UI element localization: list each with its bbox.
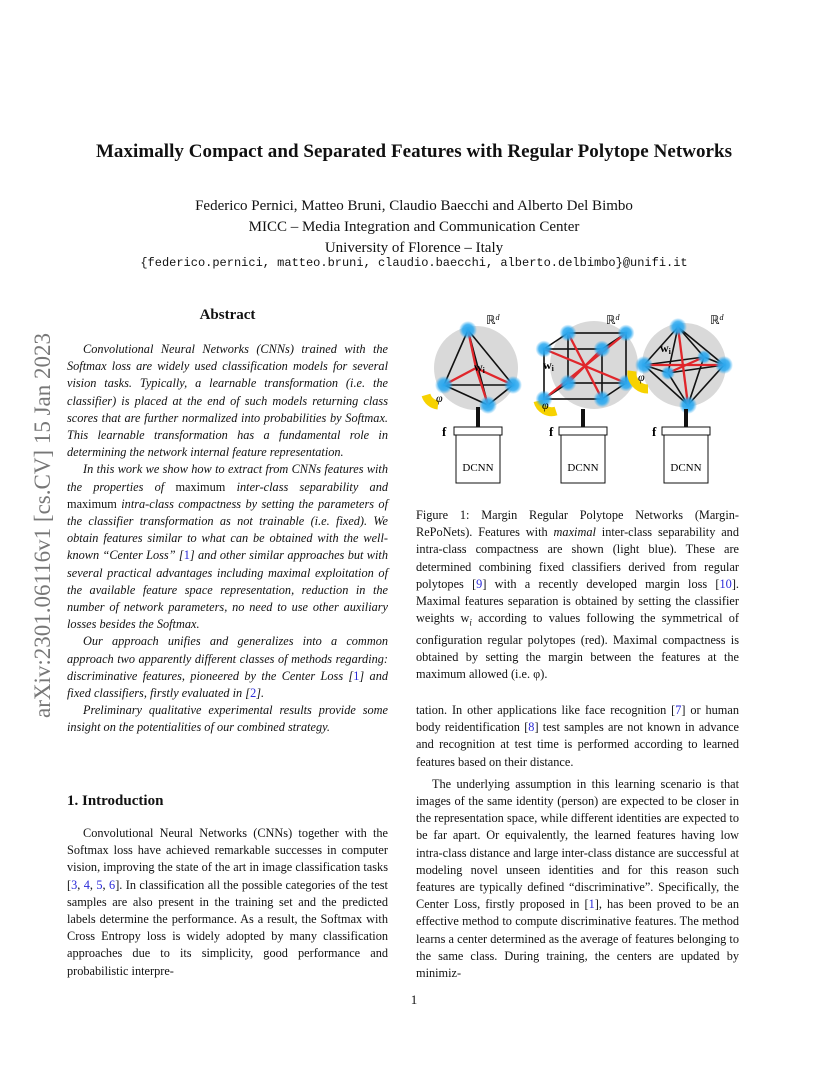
- citation-link[interactable]: 1: [588, 897, 595, 912]
- weight-label: wi: [474, 360, 485, 375]
- citation-link[interactable]: 10: [719, 576, 732, 591]
- space-label: ℝ$^d$: [486, 313, 500, 327]
- right-column-body: [416, 702, 739, 982]
- citation-link[interactable]: 9: [476, 576, 483, 591]
- authors: Federico Pernici, Matteo Bruni, Claudio Baecchi and Alberto Del Bimbo: [195, 198, 633, 214]
- abstract-body: [67, 341, 388, 737]
- weight-label: wi: [660, 341, 671, 356]
- figure-1: [416, 305, 756, 495]
- abstract-paragraph: Our approach unifies and generalizes into a common approach two apparently different classes of methods regarding: discriminative features, pioneered by the Center Loss [1] and fixed classifiers, firstly evaluated in [2].: [67, 634, 388, 701]
- paper-title: Maximally Compact and Separated Features with Regular Polytope Networks: [95, 141, 733, 162]
- feature-label: f: [549, 424, 554, 439]
- citation-link[interactable]: 1: [353, 668, 360, 683]
- abstract-paragraph: Preliminary qualitative experimental results provide some insight on the potentialities of our combined strategy.: [67, 703, 388, 735]
- simplex-polytope-panel: [426, 313, 522, 483]
- feature-label: f: [442, 424, 447, 439]
- citation-link[interactable]: 1: [183, 548, 190, 563]
- introduction-body: [67, 825, 388, 980]
- author-emails: {federico.pernici, matteo.bruni, claudio.baecchi, alberto.delbimbo}@unifi.it: [140, 256, 688, 270]
- weight-label: wi: [543, 358, 554, 373]
- citation-link[interactable]: 4: [83, 877, 90, 892]
- author-block: [0, 196, 828, 259]
- margin-angle-label: φ: [436, 391, 443, 405]
- citation-link[interactable]: 3: [71, 877, 78, 892]
- network-label: DCNN: [670, 462, 702, 474]
- space-label: ℝ$^d$: [606, 313, 620, 327]
- citation-link[interactable]: 2: [250, 686, 257, 701]
- abstract-paragraph: Convolutional Neural Networks (CNNs) trained with the Softmax loss are widely used classification models for several vision tasks. Typically, a learnable transformation (i.e. the classifier) is placed at the end of such models returning class scores that are further normalized into probabilities by Softmax. This learnable transformation has a fundamental role in determining the network internal feature representation.: [67, 342, 388, 460]
- body-paragraph: Convolutional Neural Networks (CNNs) together with the Softmax loss have achieved remarkable successes in computer vision, improving the state of the art in image classification tasks [3, 4, 5, 6]. In classification all the possible categories of the test samples are also present in the training set and the predicted labels determine the performance. As a result, the Softmax with Cross Entropy loss is widely adopted by many classification approaches due to its simplicity, good performance and probabilistic interpre-: [67, 826, 388, 978]
- hypercube-polytope-panel: [536, 313, 639, 483]
- introduction-heading: 1. Introduction: [67, 793, 164, 809]
- network-label: DCNN: [462, 462, 494, 474]
- page-number: 1: [410, 992, 418, 1007]
- margin-angle-label: φ: [542, 398, 549, 412]
- body-paragraph: tation. In other applications like face recognition [7] or human body reidentification [8] test samples are not known in advance and recognition at test time is performed according to learned features based on their distance.: [416, 703, 739, 769]
- figure-1-caption: Figure 1: Margin Regular Polytope Networks (Margin-RePoNets). Features with maximal inter-class separability and intra-class compactness are shown (light blue). These are determined combining fixed classifiers derived from regular polytopes [9] with a recently developed margin loss [10]. Maximal features separation is obtained by setting the classifier weights $w_i$ according to values following the symmetrical of configuration regular polytopes (red). Maximal compactness is obtained by setting the margin between the features at the maximum allowed (i.e. φ).: [416, 508, 739, 682]
- orthoplex-polytope-panel: [632, 313, 733, 483]
- citation-link[interactable]: 5: [96, 877, 103, 892]
- body-paragraph: The underlying assumption in this learning scenario is that images of the same identity (person) are expected to be closer in the representation space, while different identities are expected to be far apart. Or equivalently, the learned features having low intra-class distance and large inter-class distance are successful at modeling novel unseen identities and for this reason such features are typically defined “discriminative”. Specifically, the Center Loss, firstly proposed in [1], has been proved to be an effective method to compute discriminative features. The method learns a center determined as the average of features belonging to the same class. During training, the centers are updated by minimiz-: [416, 776, 739, 981]
- margin-angle-label: φ: [638, 370, 645, 384]
- citation-link[interactable]: 8: [528, 720, 535, 735]
- citation-link[interactable]: 6: [109, 877, 116, 892]
- abstract-section: [67, 307, 388, 737]
- network-label: DCNN: [567, 462, 599, 474]
- abstract-heading: Abstract: [199, 307, 256, 323]
- space-label: ℝ$^d$: [710, 313, 724, 327]
- feature-label: f: [652, 424, 657, 439]
- arxiv-identifier: arXiv:2301.06116v1 [cs.CV] 15 Jan 2023: [30, 333, 55, 719]
- affiliation: MICC – Media Integration and Communication Center: [248, 219, 580, 235]
- university: University of Florence – Italy: [324, 240, 504, 256]
- abstract-paragraph: In this work we show how to extract from CNNs features with the properties of maximum inter-class separability and maximum intra-class compactness by setting the parameters of the classifier transformation as not trainable (i.e. fixed). We obtain features similar to what can be obtained with the well-known “Center Loss” [1] and other similar approaches but with several practical advantages including maximal exploitation of the available feature space representation, reduction in the number of network parameters, no need to use other auxiliary losses besides the Softmax.: [67, 462, 388, 632]
- introduction-section: [67, 793, 388, 980]
- citation-link[interactable]: 7: [675, 703, 682, 717]
